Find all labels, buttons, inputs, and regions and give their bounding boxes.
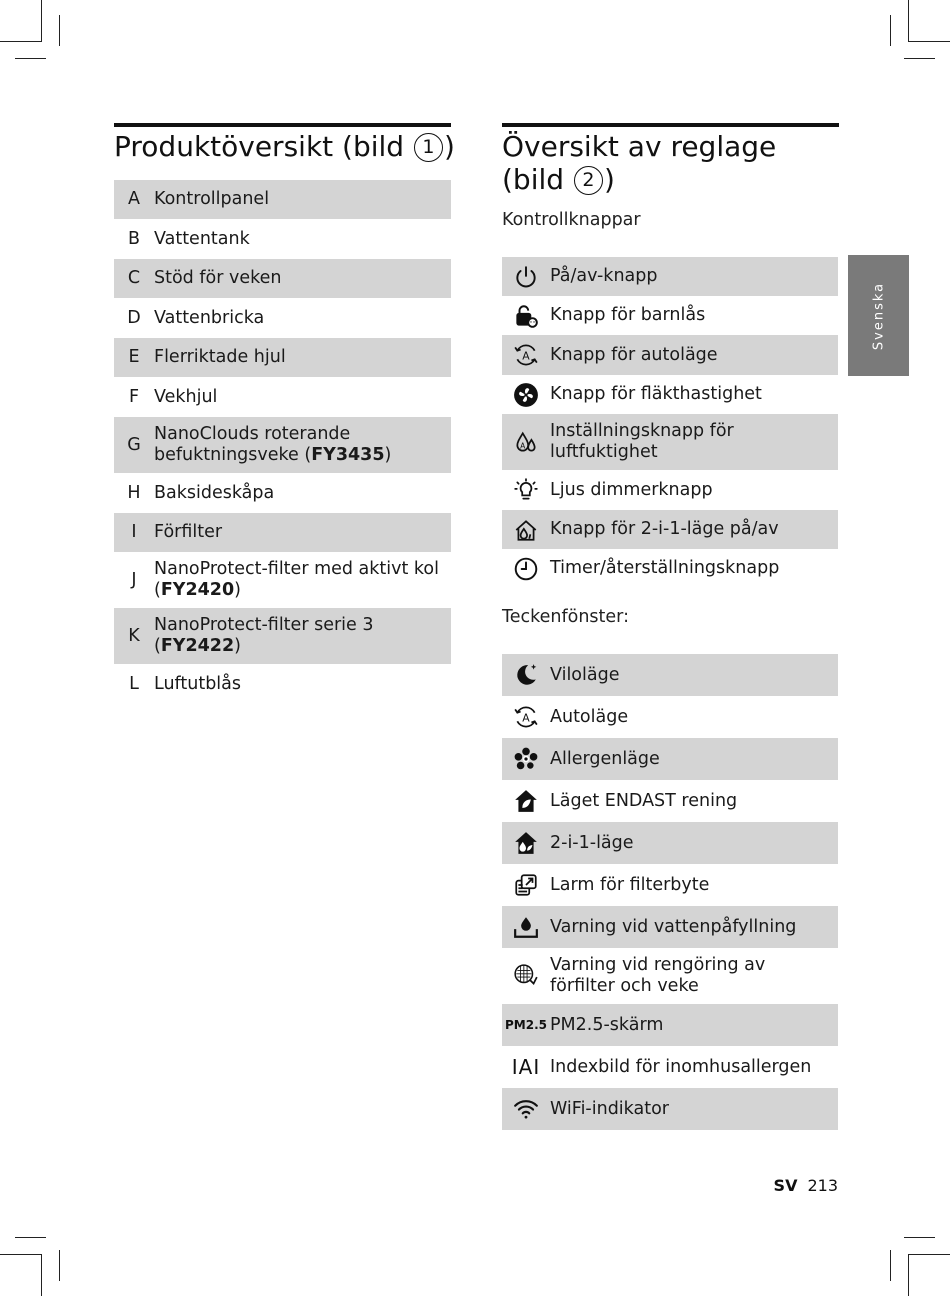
humidity-drops-icon (502, 429, 550, 455)
table-row (114, 338, 451, 377)
crop-mark (15, 58, 46, 59)
row-label: PM2.5-skärm (550, 1014, 664, 1035)
table-row (502, 335, 838, 375)
row-label: Flerriktade hjul (154, 347, 286, 367)
page-number: 213 (807, 1176, 838, 1195)
product-overview-table (114, 180, 451, 704)
table-row (502, 1088, 838, 1130)
right-title-rule (502, 123, 839, 127)
svg-text:A: A (522, 711, 530, 725)
table-row (502, 906, 838, 948)
crop-mark (890, 15, 891, 46)
row-letter: A (128, 189, 140, 209)
footer-language: SV (773, 1176, 798, 1195)
table-row (502, 257, 838, 296)
table-row (502, 414, 838, 470)
house-drop-leaf-icon (502, 830, 550, 856)
row-letter: I (131, 522, 137, 542)
house-drop-icon (502, 517, 550, 543)
table-row (502, 549, 838, 588)
sleep-moon-icon (502, 662, 550, 688)
row-label: Vattentank (154, 228, 250, 249)
wifi-icon (502, 1096, 550, 1122)
table-row (502, 696, 838, 738)
crop-mark (904, 58, 935, 59)
table-row (114, 377, 451, 417)
crop-mark (59, 15, 60, 46)
crop-mark (904, 1237, 935, 1238)
row-label: På/av-knapp (550, 266, 658, 286)
controls-table (502, 257, 838, 588)
row-letter: K (128, 625, 140, 646)
row-label: 2-i-1-läge (550, 832, 634, 853)
row-label: Knapp för 2-i-1-läge på/av (550, 519, 779, 539)
table-row (502, 470, 838, 510)
timer-icon (502, 556, 550, 582)
figure-number-badge: 1 (414, 133, 443, 162)
light-bulb-icon (502, 477, 550, 503)
table-row (114, 608, 451, 664)
table-row (114, 180, 451, 219)
row-label: Baksideskåpa (154, 482, 275, 503)
row-label: Knapp för barnlås (550, 305, 706, 325)
table-row (502, 738, 838, 780)
table-row (114, 417, 451, 473)
row-letter: F (128, 386, 140, 407)
row-label: Allergenläge (550, 748, 660, 769)
table-row (502, 1004, 838, 1046)
row-label: Timer/återställningsknapp (550, 558, 780, 578)
table-row (502, 296, 838, 335)
crop-mark (908, 0, 909, 42)
pm25-text-icon: PM2.5 (505, 1017, 547, 1032)
row-letter: L (129, 673, 139, 694)
table-row (114, 473, 451, 513)
crop-mark (0, 41, 42, 42)
crop-mark (15, 1237, 46, 1238)
fan-icon (502, 382, 550, 408)
row-label: Inställningsknapp för luftfuktighet (550, 421, 734, 462)
table-row (114, 298, 451, 338)
row-label: Stöd för veken (154, 268, 282, 288)
table-row (502, 1046, 838, 1088)
row-label: Luftutblås (154, 673, 242, 694)
crop-mark (908, 1254, 950, 1255)
clean-filter-icon (502, 963, 550, 989)
table-row (502, 510, 838, 549)
row-label: Larm för filterbyte (550, 874, 710, 895)
row-label: Förfilter (154, 522, 223, 542)
right-title (502, 130, 776, 196)
table-row (502, 822, 838, 864)
table-row (502, 654, 838, 696)
table-row (502, 864, 838, 906)
row-label: Varning vid vattenpåfyllning (550, 916, 797, 937)
iai-text-icon: IAI (511, 1054, 541, 1079)
table-row (114, 219, 451, 259)
crop-mark (41, 1254, 42, 1296)
row-label: Knapp för fläkthastighet (550, 384, 762, 404)
crop-mark (890, 1250, 891, 1281)
house-leaf-icon (502, 788, 550, 814)
row-letter: J (131, 569, 137, 590)
language-tab-label: Svenska (871, 281, 886, 350)
right-title-line2: (bild (502, 163, 573, 196)
row-label: Indexbild för inomhusallergen (550, 1056, 812, 1077)
row-label: WiFi-indikator (550, 1098, 669, 1119)
row-label: Vattenbricka (154, 307, 265, 328)
table-row (114, 259, 451, 298)
row-letter: G (127, 434, 141, 455)
left-title-rule (114, 123, 451, 127)
filter-replace-icon (502, 872, 550, 898)
svg-text:A: A (522, 349, 530, 363)
right-title-line1: Översikt av reglage (502, 130, 777, 163)
row-label: Kontrollpanel (154, 189, 270, 209)
row-label: NanoClouds roterande befuktningsveke (FY3435) (154, 424, 392, 465)
row-label: NanoProtect-filter med aktivt kol (FY2420) (154, 559, 439, 600)
child-lock-icon (502, 303, 550, 329)
right-title-end: ) (603, 163, 615, 196)
left-title (114, 130, 455, 163)
table-row (114, 552, 451, 608)
crop-mark (908, 41, 950, 42)
row-letter: B (127, 228, 140, 249)
row-label: Vekhjul (154, 386, 218, 407)
row-label: Knapp för autoläge (550, 344, 718, 365)
controls-heading: Kontrollknappar (502, 210, 641, 230)
row-letter: D (127, 307, 141, 328)
auto-mode-icon (502, 704, 550, 730)
row-label: Viloläge (550, 664, 620, 685)
page-footer (774, 1176, 838, 1195)
table-row (114, 664, 451, 704)
crop-mark (59, 1250, 60, 1281)
language-side-tab (848, 255, 909, 376)
table-row (502, 375, 838, 414)
water-tray-icon (502, 914, 550, 940)
crop-mark (41, 0, 42, 42)
crop-mark (0, 1254, 42, 1255)
left-title-text: Produktöversikt (bild (114, 130, 413, 163)
row-letter: H (127, 482, 141, 503)
allergen-flower-icon (502, 746, 550, 772)
left-title-end: ) (443, 130, 455, 163)
power-icon (502, 264, 550, 290)
auto-mode-icon (502, 342, 550, 368)
crop-mark (908, 1254, 909, 1296)
table-row (502, 780, 838, 822)
row-label: NanoProtect-filter serie 3 (FY2422) (154, 615, 374, 656)
figure-number-badge: 2 (574, 166, 603, 195)
svg-text:A: A (520, 441, 526, 451)
row-label: Ljus dimmerknapp (550, 479, 713, 500)
row-label: Varning vid rengöring av förfilter och veke (550, 955, 766, 996)
row-letter: C (127, 268, 141, 288)
table-row (114, 513, 451, 552)
display-table (502, 654, 838, 1130)
row-label: Läget ENDAST rening (550, 790, 738, 811)
row-label: Autoläge (550, 706, 629, 727)
row-letter: E (128, 347, 140, 367)
display-heading: Teckenfönster: (502, 607, 629, 627)
table-row (502, 948, 838, 1004)
